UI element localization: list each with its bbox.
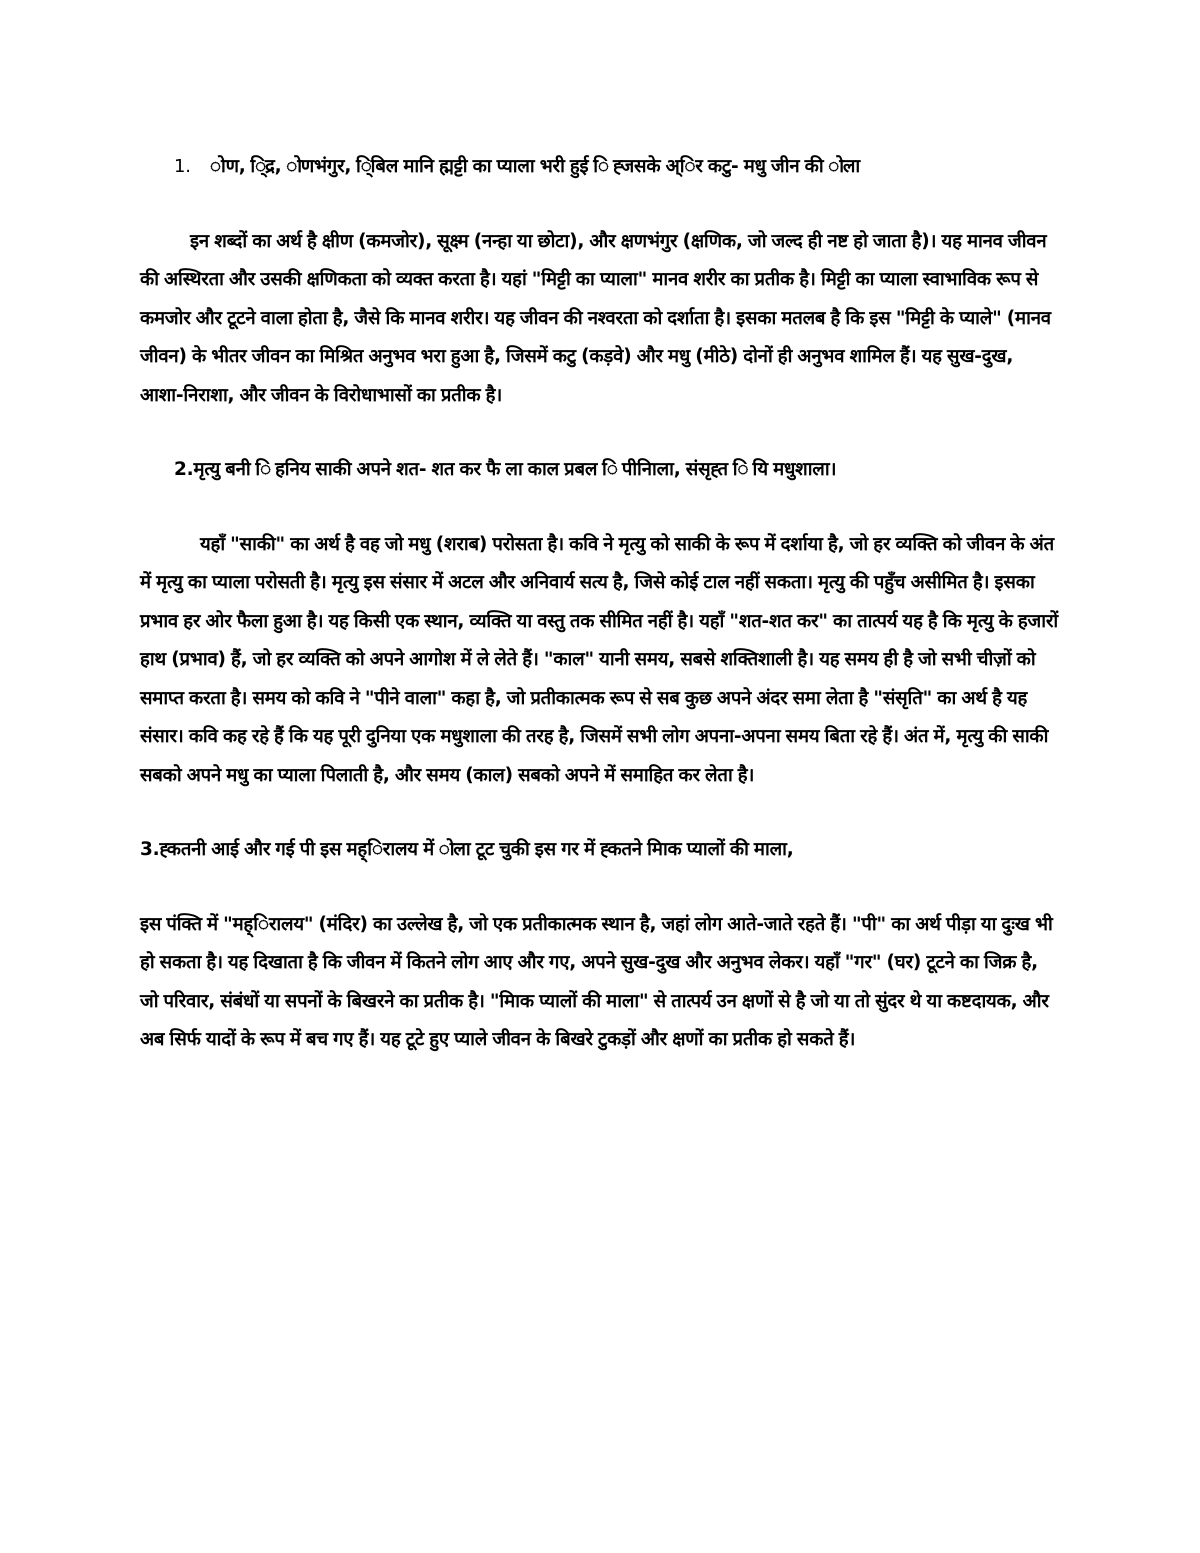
verse-line-1: ोण, ि्द्र, ोणभंगुर, ि्बिल मानि ह्मट्टी का प्याला भरी हुई ि ह्जसके अ्िर कटु- मधु जीन की ोला — [210, 156, 861, 177]
list-number: 1. — [174, 156, 191, 177]
explanation-paragraph-1: इन शब्दों का अर्थ है क्षीण (कमजोर), सूक्ष्म (नन्हा या छोटा), और क्षणभंगुर (क्षणिक, जो जल्द ही नष्ट हो जाता है)। यह मानव जीवन की अस्थिरता और उसकी क्षणिकता को व्यक्त करता है। यहां "मिट्टी का प्याला" मानव शरीर का प्रतीक है। मिट्टी का प्याला स्वाभाविक रूप से कमजोर और टूटने वाला होता है, जैसे कि मानव शरीर। यह जीवन की नश्वरता को दर्शाता है। इसका मतलब है कि इस "मिट्टी के प्याले" (मानव जीवन) के भीतर जीवन का मिश्रित अनुभव भरा हुआ है, जिसमें कटु (कड़वे) और मधु (मीठे) दोनों ही अनुभव शामिल हैं। यह सुख-दुख, आशा-निराशा, और जीवन के विरोधाभासों का प्रतीक है। — [140, 230, 1051, 406]
verse-line-2: 2.मृत्यु बनी ि हनिय साकी अपने शत- शत कर फै ला काल प्रबल ि पीनिाला, संसृह्त ि यि मधुशाला। — [174, 459, 837, 480]
explanation-paragraph-2: यहाँ "साकी" का अर्थ है वह जो मधु (शराब) परोसता है। कवि ने मृत्यु को साकी के रूप में दर्शाया है, जो हर व्यक्ति को जीवन के अंत में मृत्यु का प्याला परोसती है। मृत्यु इस संसार में अटल और अनिवार्य सत्य है, जिसे कोई टाल नहीं सकता। मृत्यु की पहुँच असीमित है। इसका प्रभाव हर ओर फैला हुआ है। यह किसी एक स्थान, व्यक्ति या वस्तु तक सीमित नहीं है। यहाँ "शत-शत कर" का तात्पर्य यह है कि मृत्यु के हजारों हाथ (प्रभाव) हैं, जो हर व्यक्ति को अपने आगोश में ले लेते हैं। "काल" यानी समय, सबसे शक्तिशाली है। यह समय ही है जो सभी चीज़ों को समाप्त करता है। समय को कवि ने "पीने वाला" कहा है, जो प्रतीकात्मक रूप से सब कुछ अपने अंदर समा लेता है "संसृति" का अर्थ है यह संसार। कवि कह रहे हैं कि यह पूरी दुनिया एक मधुशाला की तरह है, जिसमें सभी लोग अपना-अपना समय बिता रहे हैं। अंत में, मृत्यु की साकी सबको अपने मधु का प्याला पिलाती है, और समय (काल) सबको अपने में समाहित कर लेता है। — [140, 533, 1058, 786]
explanation-paragraph-3: इस पंक्ति में "मह्िरालय" (मंदिर) का उल्लेख है, जो एक प्रतीकात्मक स्थान है, जहां लोग आते-जाते रहते हैं। "पी" का अर्थ पीड़ा या दुःख भी हो सकता है। यह दिखाता है कि जीवन में कितने लोग आए और गए, अपने सुख-दुख और अनुभव लेकर। यहाँ "गर" (घर) टूटने का जिक्र है, जो परिवार, संबंधों या सपनों के बिखरने का प्रतीक है। "मिाक प्यालों की माला" से तात्पर्य उन क्षणों से है जो या तो सुंदर थे या कष्टदायक, और अब सिर्फ यादों के रूप में बच गए हैं। यह टूटे हुए प्याले जीवन के बिखरे टुकड़ों और क्षणों का प्रतीक हो सकते हैं। — [140, 913, 1053, 1050]
verse-line-3: 3.ह्कतनी आई और गई पी इस मह्िरालय में ोला टूट चुकी इस गर में ह्कतने मिाक प्यालों की माला, — [140, 839, 794, 860]
list-item-1 — [174, 148, 1060, 187]
